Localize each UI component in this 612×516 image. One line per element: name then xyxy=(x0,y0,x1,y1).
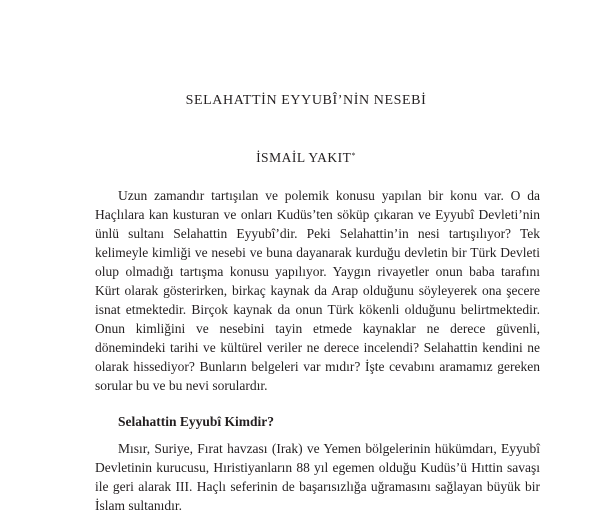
article-title: SELAHATTİN EYYUBÎ’NİN NESEBİ xyxy=(185,93,427,108)
section-paragraph: Mısır, Suriye, Fırat havzası (Irak) ve Yemen bölgelerinin hükümdarı, Eyyubî Devletinin kurucusu, Hıristiyanların 88 yıl egemen olduğu Kudüs’ü Hıttin savaşı ile geri alarak III. Haçlı seferinin de başarısızlığa uğramasını sağlayan büyük bir İslam sultanıdır. xyxy=(95,441,540,513)
author-line xyxy=(0,148,612,168)
section-heading: Selahattin Eyyubî Kimdir? xyxy=(118,414,275,429)
author-name: İSMAİL YAKIT xyxy=(256,150,352,165)
author-footnote-mark: * xyxy=(351,151,356,160)
intro-paragraph: Uzun zamandır tartışılan ve polemik konusu yapılan bir konu var. O da Haçlılara kan kusturan ve onları Kudüs’ten söküp çıkaran ve Eyyubî Devleti’nin ünlü sultanı Selahattin Eyyubî’dir. Peki Selahattin’in nesi tartışılıyor? Tek kelimeyle kimliği ve nesebi ve buna dayanarak kurduğu devletin bir Türk Devleti olup olmadığı tartışma konusu yapılıyor. Yaygın rivayetler onun baba tarafını Kürt olarak gösterirken, birkaç kaynak da Arap olduğunu söyleyerek ona şecere isnat etmektedir. Birçok kaynak da onun Türk kökenli olduğunu belirtmektedir. Onun kimliğini ve nesebini tayin etmede kaynaklar ne derece güvenli, dönemindeki tarihi ve kültürel veriler ne derece incelendi? Selahattin kendini ne olarak hissediyor? Bunların belgeleri var mıdır? İşte cevabını aramamız gereken sorular bu ve bu nevi sorulardır. xyxy=(95,188,540,393)
